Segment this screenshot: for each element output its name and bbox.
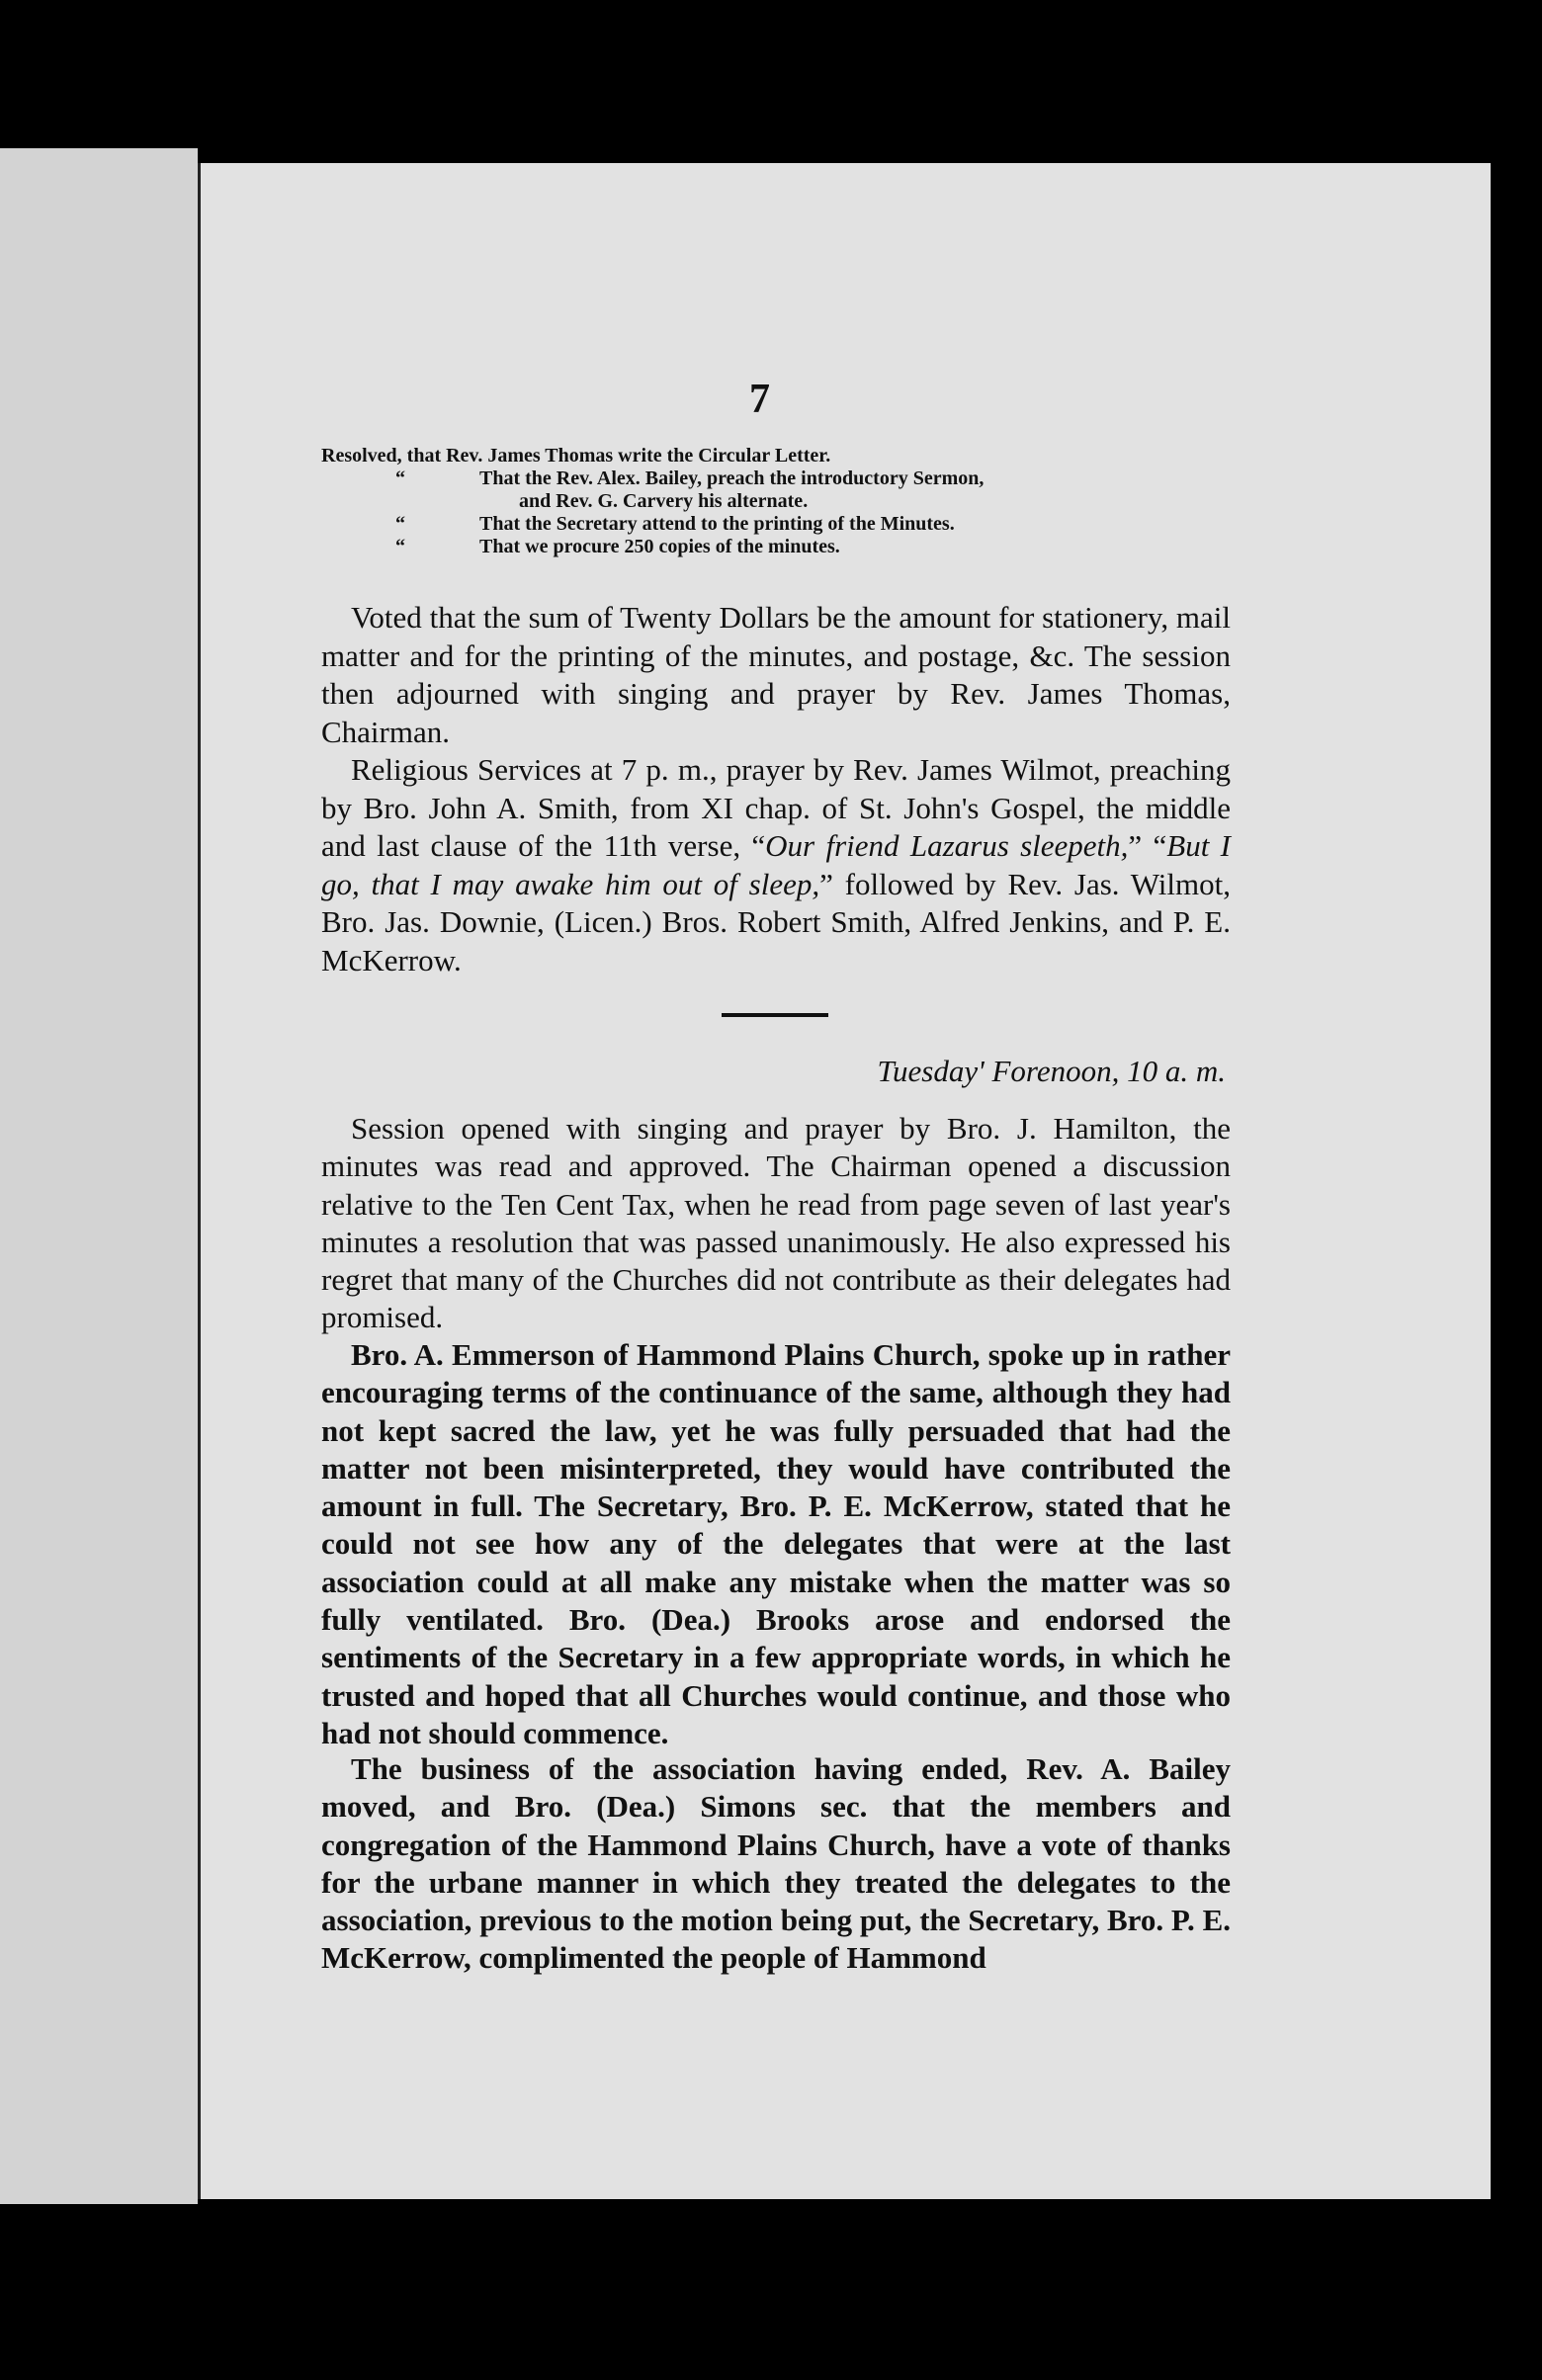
session-paragraph: Session opened with singing and prayer by Bro. J. Hamilton, the minutes was read and approved. The Chairman opened a discussion relative to the Ten Cent Tax, when he read from page seven of last year's minutes a resolution that was passed unanimously. He also expressed his regret that many of the Churches did not contribute as their delegates had promised.: [321, 1111, 1231, 1335]
resolution-line: [321, 468, 1231, 490]
business-paragraph-block: [321, 1750, 1231, 1978]
voted-paragraph-block: [321, 599, 1231, 751]
resolution-text: That the Secretary attend to the printing of the Minutes.: [479, 513, 955, 535]
resolutions-list: [321, 445, 1231, 558]
ditto-mark: “: [395, 536, 405, 557]
page-number: 7: [749, 377, 770, 422]
scripture-quote-1: Our friend Lazarus sleepeth,: [765, 828, 1129, 863]
resolution-text: That the Rev. Alex. Bailey, preach the introductory Sermon,: [479, 468, 985, 489]
voted-paragraph: Voted that the sum of Twenty Dollars be the amount for stationery, mail matter and for the printing of the minutes, and postage, &c. The session then adjourned with singing and prayer by Rev. James Thomas, Chairman.: [321, 600, 1231, 749]
scripture-quote-2: But I go, that I may awake him out of sleep,: [321, 828, 1231, 901]
resolution-line: [321, 445, 1231, 468]
emmerson-paragraph: Bro. A. Emmerson of Hammond Plains Church, spoke up in rather encouraging terms of the continuance of the same, although they had not kept sacred the law, yet he was fully persuaded that had the matter not been misinterpreted, they would have contributed the amount in full. The Secretary, Bro. P. E. McKerrow, stated that he could not see how any of the delegates that were at the last association could at all make any mistake when the matter was so fully ventilated. Bro. (Dea.) Brooks arose and endorsed the sentiments of the Secretary in a few appropriate words, in which he trusted and hoped that all Churches would continue, and those who had not should commence.: [321, 1337, 1231, 1750]
services-text-before: Religious Services at 7 p. m., prayer by Rev. James Wilmot, preaching by Bro. John A. Smith, from XI chap. of St. John's Gospel, the middle and last clause of the 11th verse, “: [321, 752, 1231, 863]
business-paragraph: The business of the association having ended, Rev. A. Bailey moved, and Bro. (Dea.) Simons sec. that the members and congregation of the Hammond Plains Church, have a vote of thanks for the urbane manner in which they treated the delegates to the association, previous to the motion being put, the Secretary, Bro. P. E. McKerrow, complimented the people of Hammond: [321, 1751, 1231, 1976]
emmerson-paragraph-block: [321, 1336, 1231, 1752]
ditto-mark: “: [395, 468, 405, 489]
services-paragraph: [321, 751, 1231, 979]
resolution-text: and Rev. G. Carvery his alternate.: [519, 490, 809, 512]
resolution-line: [321, 513, 1231, 536]
ditto-mark: “: [395, 513, 405, 535]
services-text-between: ” “: [1128, 828, 1167, 863]
section-divider: [722, 1013, 828, 1017]
resolution-text: That we procure 250 copies of the minutes.: [479, 536, 840, 557]
scan-margin: [0, 148, 198, 2204]
services-paragraph-block: [321, 751, 1231, 979]
resolution-line: [321, 536, 1231, 558]
resolution-line: [321, 490, 1231, 513]
resolution-text: Resolved, that Rev. James Thomas write the Circular Letter.: [321, 445, 831, 467]
session-paragraph-block: [321, 1110, 1231, 1337]
dateline: Tuesday' Forenoon, 10 a. m.: [877, 1054, 1226, 1088]
services-text-after: ” followed by Rev. Jas. Wilmot, Bro. Jas. Downie, (Licen.) Bros. Robert Smith, Alfred Jenkins, and P. E. McKerrow.: [321, 866, 1231, 978]
